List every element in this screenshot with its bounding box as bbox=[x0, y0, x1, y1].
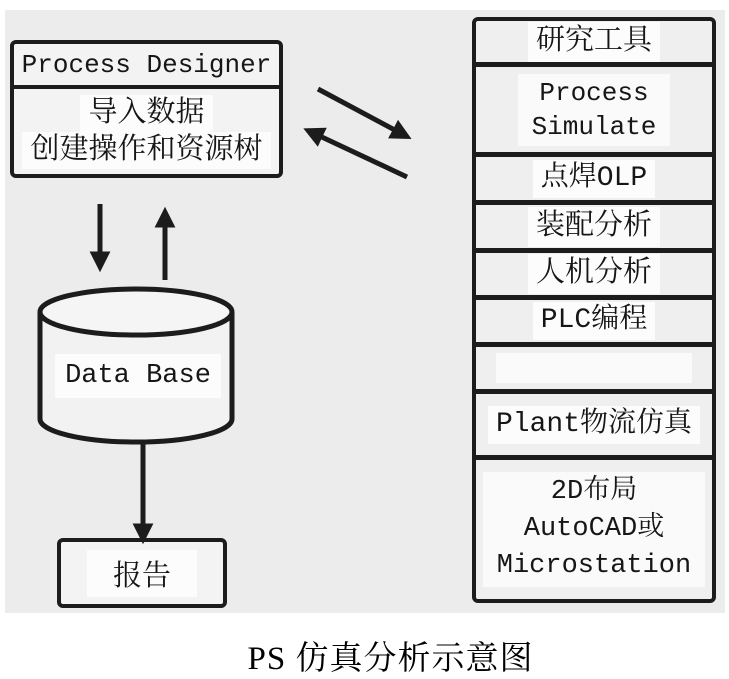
tools-column bbox=[472, 17, 716, 603]
tool-row-human-machine-analysis bbox=[476, 253, 712, 300]
report-label: 报告 bbox=[87, 550, 197, 597]
process-designer-box bbox=[10, 40, 283, 178]
create-ops-resources-line: 创建操作和资源树 bbox=[22, 132, 270, 169]
tool-row-plant-logistics bbox=[476, 394, 712, 460]
layout-2d-label bbox=[483, 472, 705, 587]
spot-weld-olp-label: 点焊OLP bbox=[533, 160, 655, 198]
process-simulate-line2: Simulate bbox=[531, 111, 657, 142]
process-simulate-line1: Process bbox=[539, 77, 649, 108]
assembly-analysis-label: 装配分析 bbox=[528, 207, 660, 247]
layout-2d-line3: Microstation bbox=[496, 551, 692, 581]
process-simulate-label bbox=[518, 74, 671, 146]
import-data-line: 导入数据 bbox=[80, 95, 212, 132]
database-label: Data Base bbox=[55, 354, 221, 398]
layout-2d-line2: AutoCAD或 bbox=[523, 514, 665, 544]
import-data-body bbox=[14, 89, 279, 174]
process-designer-title: Process Designer bbox=[14, 44, 279, 89]
tool-row-research-tools bbox=[476, 21, 712, 67]
human-machine-analysis-label: 人机分析 bbox=[528, 254, 660, 294]
tool-row-process-simulate bbox=[476, 67, 712, 157]
tool-row-empty bbox=[476, 347, 712, 394]
tool-row-spot-weld-olp bbox=[476, 157, 712, 205]
plant-logistics-label: Plant物流仿真 bbox=[488, 406, 700, 444]
plc-programming-label: PLC编程 bbox=[533, 302, 655, 340]
tool-row-assembly-analysis bbox=[476, 205, 712, 253]
diagram-caption: PS 仿真分析示意图 bbox=[247, 641, 534, 677]
layout-2d-line1: 2D布局 bbox=[550, 477, 638, 507]
report-box bbox=[57, 538, 227, 608]
empty-row-strip bbox=[496, 353, 692, 383]
research-tools-label: 研究工具 bbox=[528, 22, 660, 62]
tool-row-plc-programming bbox=[476, 300, 712, 347]
tool-row-2d-layout bbox=[476, 460, 712, 599]
database-cylinder-top bbox=[40, 289, 232, 335]
